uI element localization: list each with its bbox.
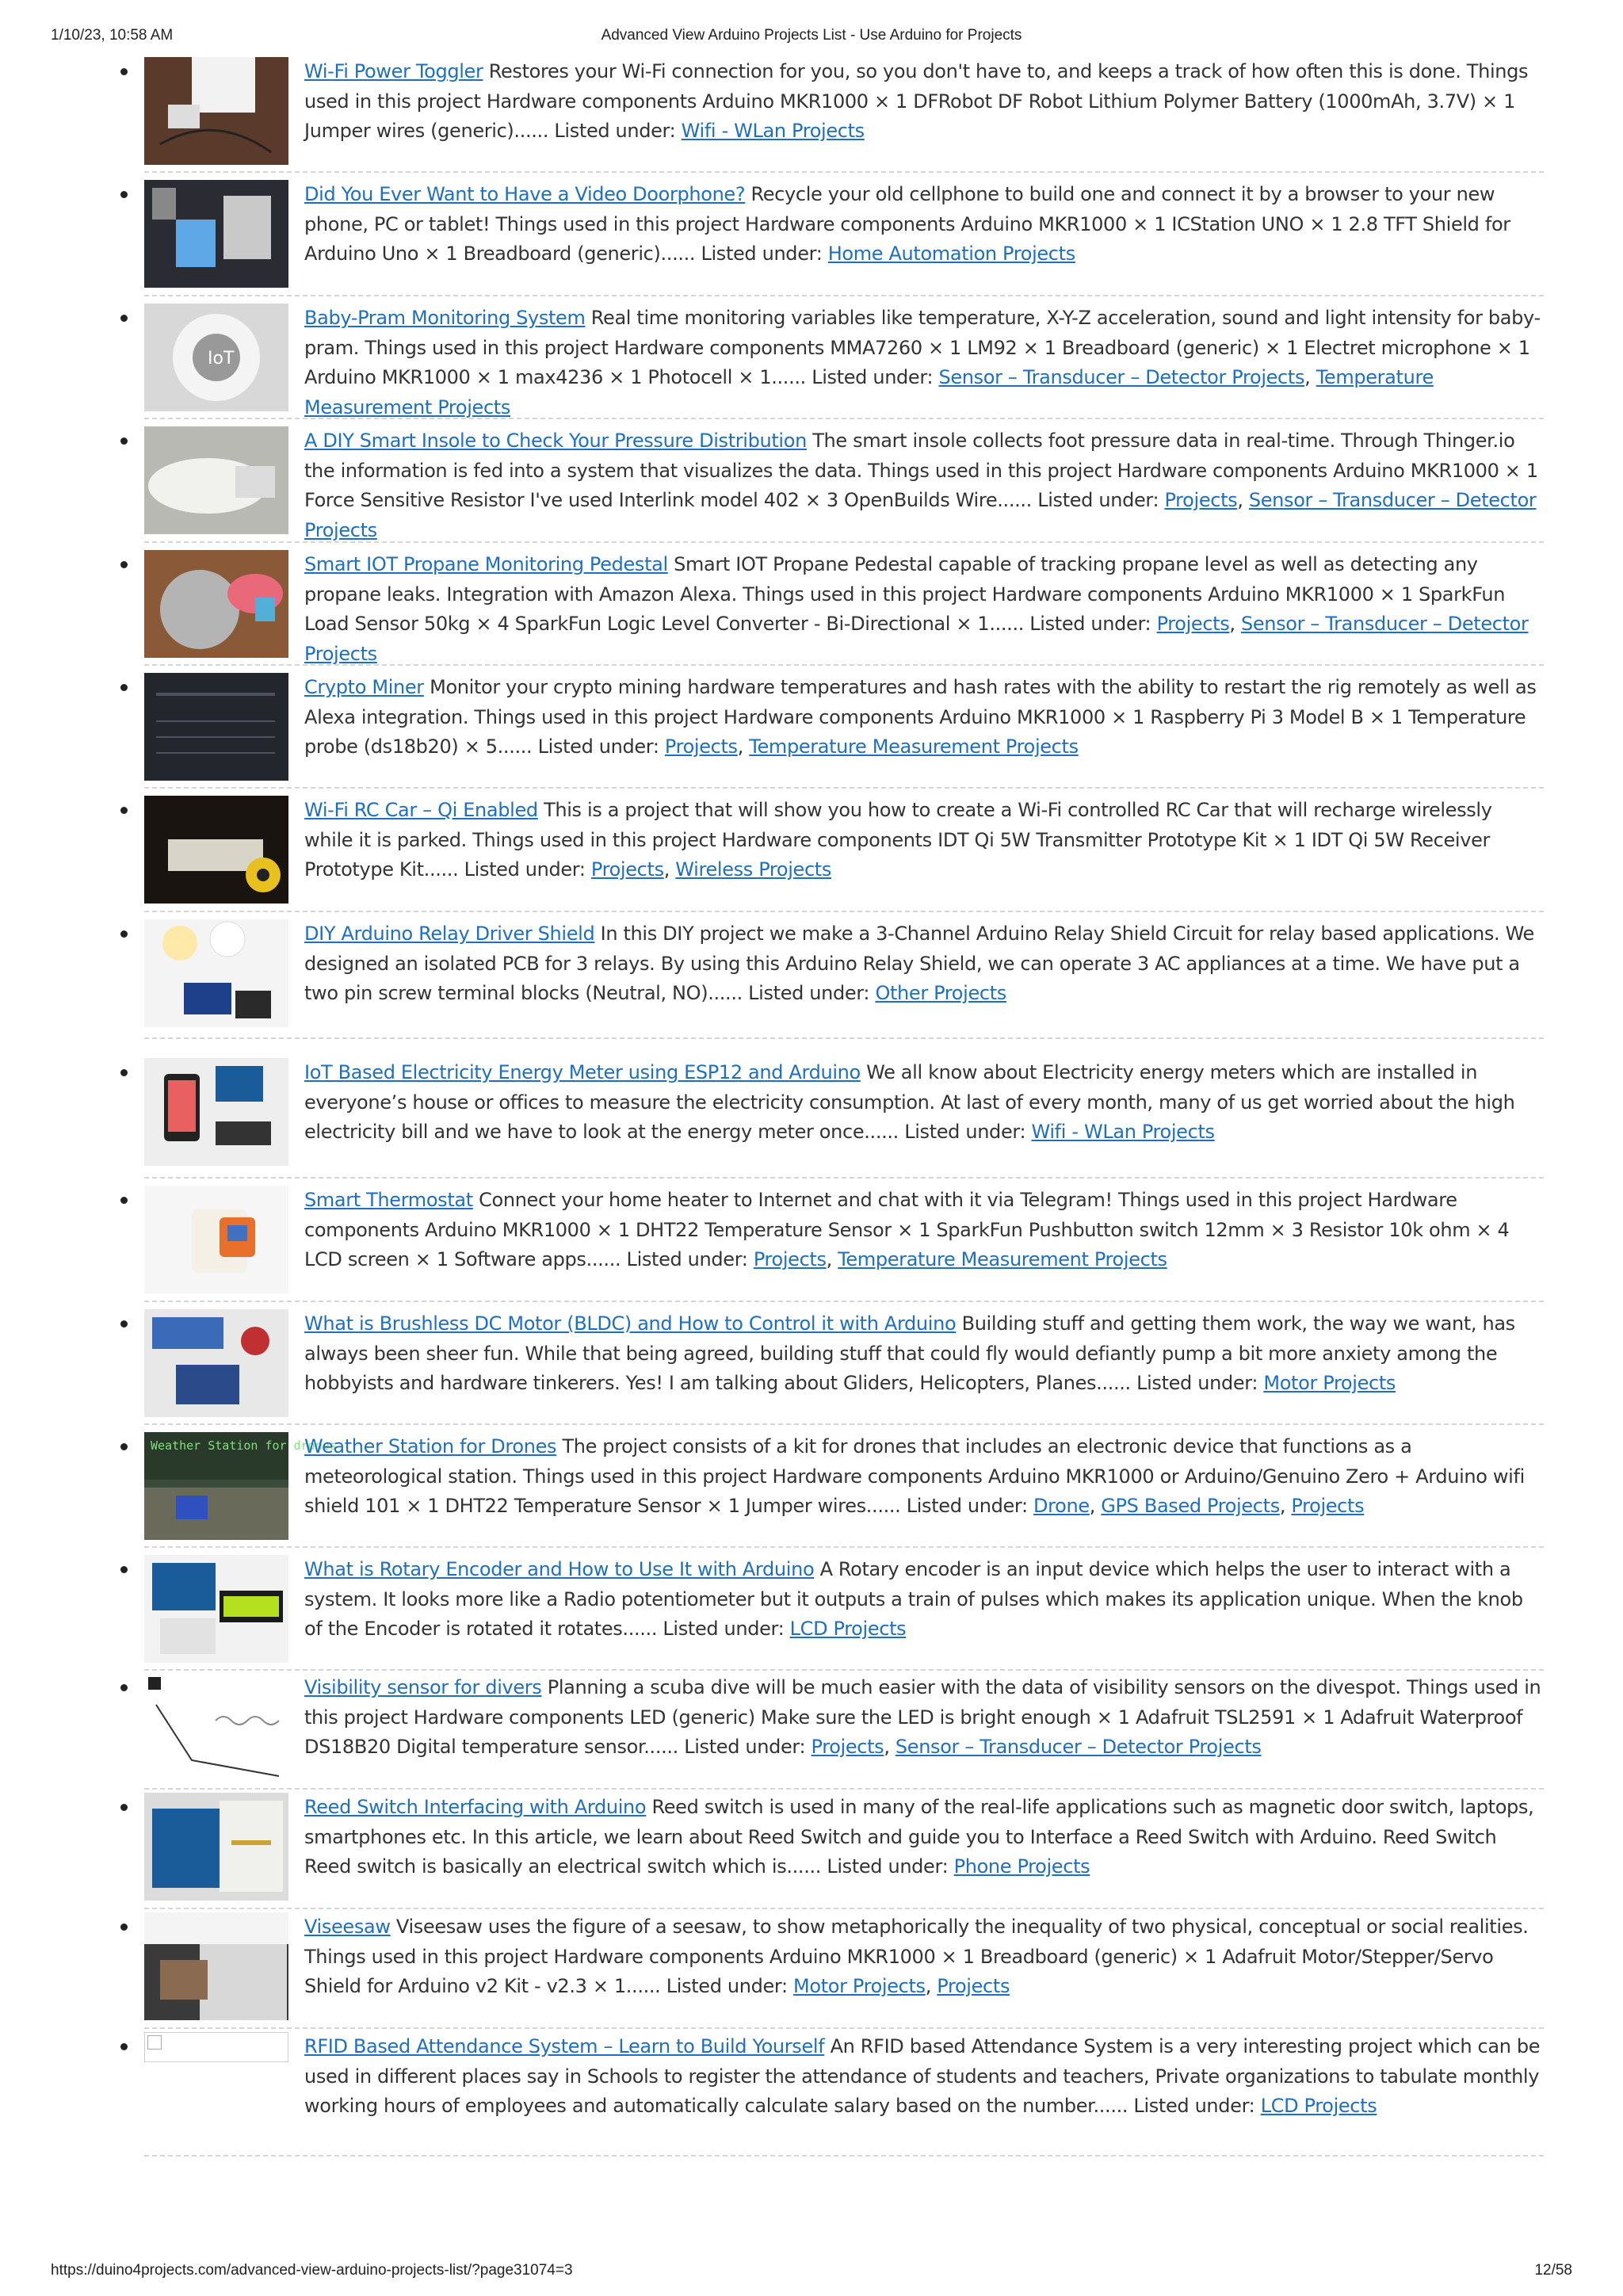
project-description: This is a project that will show you how to create a Wi-Fi controlled RC Car that will recharge wirelessly while it is parked. Things used in this project Hardware components IDT Qi 5W Transmitter Prototype Kit × 1 IDT Qi 5W Receiver Prototype Kit...... Listed under: [304, 799, 1492, 881]
project-entry-text [304, 919, 1544, 1009]
category-link[interactable]: Projects [1156, 613, 1230, 635]
project-title-link[interactable]: Visibility sensor for divers [304, 1676, 542, 1698]
project-entry-text: Wi-Fi RC Car – Qi Enabled This is a project that will show you how to create a Wi-Fi controlled RC Car that will recharge wirelessly while it is parked. Things used in this project Hardware components IDT Qi 5W Transmitter Prototype Kit × 1 IDT Qi 5W Receiver Prototype Kit...... Listed under: Projects, Wireless Projects [304, 799, 1492, 881]
project-entry-text: Visibility sensor for divers Planning a scuba dive will be much easier with the data of visibility sensors on the divespot. Things used in this project Hardware components LED (generic) Make sure the LED is bright enough × 1 Adafruit TSL2591 × 1 Adafruit Waterproof DS18B20 Digital temperature sensor...... Listed under: Projects, Sensor – Transducer – Detector Projects [304, 1676, 1541, 1758]
bullet-icon [120, 807, 128, 814]
item-divider [144, 1037, 1544, 1039]
bullet-icon [120, 2043, 128, 2050]
category-link[interactable]: Projects [753, 1248, 827, 1270]
project-entry-text [304, 57, 1544, 147]
project-description: Real time monitoring variables like temperature, X-Y-Z acceleration, sound and light intensity for baby-pram. Things used in this project Hardware components MMA7260 × 1 LM92 × 1 Breadboard (generic) × 1 Electret microphone × 1 Arduino MKR1000 × 1 max4236 × 1 Photocell × 1...... Listed under: [304, 307, 1541, 388]
bullet-icon [120, 684, 128, 691]
category-link[interactable]: Projects [664, 735, 738, 758]
bullet-icon [120, 561, 128, 568]
bullet-icon [120, 191, 128, 198]
project-title-link[interactable]: Did You Ever Want to Have a Video Doorphone? [304, 183, 746, 205]
category-link[interactable]: Motor Projects [793, 1975, 926, 1997]
svg-text:Weather Station for drones: Weather Station for drones [151, 1438, 337, 1453]
project-title-link[interactable]: RFID Based Attendance System – Learn to Build Yourself [304, 2035, 825, 2057]
project-thumbnail[interactable] [144, 1058, 288, 1166]
project-entry-text [304, 1058, 1544, 1148]
bullet-icon [120, 1443, 128, 1450]
bullet-icon [120, 1924, 128, 1931]
project-description: We all know about Electricity energy meters which are installed in everyone’s house or offices to measure the electricity consumption. At last of every month, many of us get worried about the high electricity bill and we have to look at the energy meter once...... Listed under: [304, 1061, 1515, 1143]
project-thumbnail[interactable] [144, 1186, 288, 1293]
item-divider [144, 2155, 1544, 2157]
project-title-link[interactable]: Smart IOT Propane Monitoring Pedestal [304, 553, 668, 575]
project-entry-text [304, 180, 1544, 269]
project-thumbnail[interactable] [144, 796, 288, 904]
project-entry-text: Viseesaw Viseesaw uses the figure of a seesaw, to show metaphorically the inequality of two physical, conceptual or social realities. Things used in this project Hardware components Arduino MKR1000 × 1 Breadboard (generic) × 1 Adafruit Motor/Stepper/Servo Shield for Arduino v2 Kit - v2.3 × 1...... Listed under: Motor Projects, Projects [304, 1916, 1529, 1997]
category-link[interactable]: Temperature Measurement Projects [304, 366, 1434, 418]
bullet-icon [120, 1069, 128, 1076]
project-thumbnail[interactable] [144, 673, 288, 781]
project-entry-text [304, 1309, 1544, 1399]
print-page-number: 12/58 [1534, 2262, 1572, 2279]
project-title-link[interactable]: Wi-Fi Power Toggler [304, 60, 483, 82]
category-link[interactable]: LCD Projects [1260, 2095, 1377, 2117]
print-url: https://duino4projects.com/advanced-view-arduino-projects-list/?page31074=3 [51, 2262, 573, 2279]
project-thumbnail[interactable] [144, 1555, 288, 1663]
category-link[interactable]: Temperature Measurement Projects [838, 1248, 1167, 1270]
print-page-title: Advanced View Arduino Projects List - Use Arduino for Projects [601, 27, 1022, 44]
project-entry-text: Smart Thermostat Connect your home heater to Internet and chat with it via Telegram! Things used in this project Hardware components Arduino MKR1000 × 1 DHT22 Temperature Sensor × 1 SparkFun Pushbutton switch 12mm × 3 Resistor 10k ohm × 4 LCD screen × 1 Software apps...... Listed under: Projects, Temperature Measurement Projects [304, 1189, 1510, 1270]
project-description: An RFID based Attendance System is a very interesting project which can be used in different places say in Schools to register the attendance of students and teachers, Private organizations to tabulate monthly working hours of employees and automatically calculate salary based on the number...... Listed under: [304, 2035, 1541, 2117]
project-thumbnail[interactable] [144, 2032, 288, 2062]
category-link[interactable]: Projects [1164, 489, 1238, 511]
project-title-link[interactable]: What is Rotary Encoder and How to Use It with Arduino [304, 1558, 815, 1580]
project-title-link[interactable]: Wi-Fi RC Car – Qi Enabled [304, 799, 538, 821]
project-thumbnail[interactable] [144, 57, 288, 165]
category-link[interactable]: Other Projects [875, 982, 1006, 1004]
project-thumbnail[interactable] [144, 304, 288, 411]
item-divider [144, 295, 1544, 296]
project-title-link[interactable]: What is Brushless DC Motor (BLDC) and How to Control it with Arduino [304, 1312, 957, 1335]
project-thumbnail[interactable] [144, 1793, 288, 1901]
item-divider [144, 787, 1544, 789]
project-entry-text: Baby-Pram Monitoring System Real time monitoring variables like temperature, X-Y-Z acceleration, sound and light intensity for baby-pram. Things used in this project Hardware components MMA7260 × 1 LM92 × 1 Breadboard (generic) × 1 Electret microphone × 1 Arduino MKR1000 × 1 max4236 × 1 Photocell × 1...... Listed under: Sensor – Transducer – Detector Projects, Temperature Measurement Projects [304, 307, 1541, 418]
project-title-link[interactable]: Reed Switch Interfacing with Arduino [304, 1796, 647, 1818]
project-title-link[interactable]: Viseesaw [304, 1916, 391, 1938]
item-divider [144, 1177, 1544, 1179]
project-title-link[interactable]: IoT Based Electricity Energy Meter using ESP12 and Arduino [304, 1061, 861, 1083]
project-entry-text: Smart IOT Propane Monitoring Pedestal Smart IOT Propane Pedestal capable of tracking propane level as well as detecting any propane leaks. Integration with Amazon Alexa. Things used in this project Hardware components Arduino MKR1000 × 1 SparkFun Load Sensor 50kg × 4 SparkFun Logic Level Converter - Bi-Directional × 1...... Listed under: Projects, Sensor – Transducer – Detector Projects [304, 553, 1529, 665]
category-link[interactable]: Wifi - WLan Projects [681, 120, 865, 142]
print-datetime: 1/10/23, 10:58 AM [51, 27, 174, 44]
svg-text:IoT: IoT [208, 349, 235, 369]
category-link[interactable]: Sensor – Transducer – Detector Projects [304, 613, 1529, 665]
category-link[interactable]: LCD Projects [789, 1618, 907, 1640]
category-link[interactable]: Temperature Measurement Projects [749, 735, 1079, 758]
item-divider [144, 171, 1544, 173]
project-title-link[interactable]: Baby-Pram Monitoring System [304, 307, 586, 329]
item-divider [144, 911, 1544, 912]
project-entry-text [304, 2032, 1544, 2122]
project-description: Restores your Wi-Fi connection for you, so you don't have to, and keeps a track of how often this is done. Things used in this project Hardware components Arduino MKR1000 × 1 DFRobot DF Robot Lithium Polymer Battery (1000mAh, 3.7V) × 1 Jumper wires (generic)...... Listed under: [304, 60, 1529, 142]
item-divider [144, 418, 1544, 419]
bullet-icon [120, 1566, 128, 1573]
category-link[interactable]: Projects [811, 1736, 884, 1758]
project-entry-text [304, 1793, 1544, 1882]
project-description: Viseesaw uses the figure of a seesaw, to show metaphorically the inequality of two physical, conceptual or social realities. Things used in this project Hardware components Arduino MKR1000 × 1 Breadboard (generic) × 1 Adafruit Motor/Stepper/Servo Shield for Arduino v2 Kit - v2.3 × 1...... Listed under: [304, 1916, 1529, 1997]
category-link[interactable]: Projects [1291, 1495, 1365, 1517]
category-link[interactable]: Sensor – Transducer – Detector Projects [895, 1736, 1262, 1758]
item-divider [144, 1423, 1544, 1425]
project-thumbnail[interactable] [144, 550, 288, 658]
project-description: Connect your home heater to Internet and chat with it via Telegram! Things used in this project Hardware components Arduino MKR1000 × 1 DHT22 Temperature Sensor × 1 SparkFun Pushbutton switch 12mm × 3 Resistor 10k ohm × 4 LCD screen × 1 Software apps...... Listed under: [304, 1189, 1510, 1270]
project-thumbnail[interactable] [144, 1912, 288, 2020]
project-description: Smart IOT Propane Pedestal capable of tracking propane level as well as detecting any propane leaks. Integration with Amazon Alexa. Things used in this project Hardware components Arduino MKR1000 × 1 SparkFun Load Sensor 50kg × 4 SparkFun Logic Level Converter - Bi-Directional × 1...... Listed under: [304, 553, 1506, 635]
bullet-icon [120, 1320, 128, 1328]
bullet-icon [120, 1684, 128, 1691]
category-link[interactable]: Projects [937, 1975, 1010, 1997]
item-divider [144, 1908, 1544, 1909]
bullet-icon [120, 930, 128, 938]
category-link[interactable]: Wifi - WLan Projects [1031, 1121, 1215, 1143]
item-divider [144, 1788, 1544, 1790]
item-divider [144, 664, 1544, 666]
category-link[interactable]: Phone Projects [953, 1855, 1090, 1878]
category-link[interactable]: Motor Projects [1263, 1372, 1396, 1394]
item-divider [144, 1301, 1544, 1302]
project-title-link[interactable]: Weather Station for Drones [304, 1435, 557, 1457]
project-description: Monitor your crypto mining hardware temperatures and hash rates with the ability to restart the rig remotely as well as Alexa integration. Things used in this project Hardware components Arduino MKR1000 × 1 Raspberry Pi 3 Model B × 1 Temperature probe (ds18b20) × 5...... Listed under: [304, 676, 1537, 758]
project-description: Planning a scuba dive will be much easier with the data of visibility sensors on the divespot. Things used in this project Hardware components LED (generic) Make sure the LED is bright enough × 1 Adafruit TSL2591 × 1 Adafruit Waterproof DS18B20 Digital temperature sensor...... Listed under: [304, 1676, 1541, 1758]
project-description: Reed switch is used in many of the real-life applications such as magnetic door switch, laptops, smartphones etc. In this article, we learn about Reed Switch and guide you to Interface a Reed Switch with Arduino. Reed Switch Reed switch is basically an electrical switch which is...... Listed under: [304, 1796, 1534, 1878]
bullet-icon [120, 68, 128, 75]
category-link[interactable]: Projects [590, 858, 664, 881]
category-link[interactable]: Wireless Projects [675, 858, 832, 881]
bullet-icon [120, 1804, 128, 1811]
category-link[interactable]: Sensor – Transducer – Detector Projects [304, 489, 1537, 541]
project-entry-text: A DIY Smart Insole to Check Your Pressure Distribution The smart insole collects foot pressure data in real-time. Through Thinger.io the information is fed into a system that visualizes the data. Things used in this project Hardware components Arduino MKR1000 × 1 Force Sensitive Resistor I've used Interlink model 402 × 3 OpenBuilds Wire...... Listed under: Projects, Sensor – Transducer – Detector Projects [304, 430, 1538, 541]
project-title-link[interactable]: A DIY Smart Insole to Check Your Pressure Distribution [304, 430, 807, 452]
category-link[interactable]: Drone [1033, 1495, 1090, 1517]
project-thumbnail[interactable] [144, 426, 288, 534]
project-thumbnail[interactable] [144, 1309, 288, 1417]
project-title-link[interactable]: DIY Arduino Relay Driver Shield [304, 923, 595, 945]
project-title-link[interactable]: Smart Thermostat [304, 1189, 473, 1211]
project-description: Building stuff and getting them work, the way we want, has always been sheer fun. While that being agreed, building stuff that could fly would defiantly pump a bit more anxiety among the hobbyists and hardware tinkerers. Yes! I am talking about Gliders, Helicopters, Planes...... Listed under: [304, 1312, 1515, 1394]
project-entry-text: Crypto Miner Monitor your crypto mining hardware temperatures and hash rates with the ability to restart the rig remotely as well as Alexa integration. Things used in this project Hardware components Arduino MKR1000 × 1 Raspberry Pi 3 Model B × 1 Temperature probe (ds18b20) × 5...... Listed under: Projects, Temperature Measurement Projects [304, 676, 1537, 758]
project-thumbnail[interactable] [144, 1673, 288, 1781]
category-link[interactable]: Sensor – Transducer – Detector Projects [938, 366, 1305, 388]
project-description: The project consists of a kit for drones that includes an electronic device that functions as a meteorological station. Things used in this project Hardware components Arduino MKR1000 or Arduino/Genuino Zero + Arduino wifi shield 101 × 1 DHT22 Temperature Sensor × 1 Jumper wires...... Listed under: [304, 1435, 1525, 1517]
project-entry-text: Weather Station for Drones The project consists of a kit for drones that includes an electronic device that functions as a meteorological station. Things used in this project Hardware components Arduino MKR1000 or Arduino/Genuino Zero + Arduino wifi shield 101 × 1 DHT22 Temperature Sensor × 1 Jumper wires...... Listed under: Drone, GPS Based Projects, Projects [304, 1435, 1525, 1517]
print-footer [0, 2262, 1623, 2284]
project-title-link[interactable]: Crypto Miner [304, 676, 424, 698]
project-description: A Rotary encoder is an input device which helps the user to interact with a system. It looks more like a Radio potentiometer but it outputs a train of pulses which makes its application unique. When the knob of the Encoder is rotated it rotates...... Listed under: [304, 1558, 1523, 1640]
project-entry-text [304, 1555, 1544, 1645]
project-thumbnail[interactable] [144, 180, 288, 288]
project-description: Recycle your old cellphone to build one and connect it by a browser to your new phone, PC or tablet! Things used in this project Hardware components Arduino MKR1000 × 1 ICStation UNO × 1 2.8 TFT Shield for Arduino Uno × 1 Breadboard (generic)...... Listed under: [304, 183, 1510, 265]
project-description: The smart insole collects foot pressure data in real-time. Through Thinger.io the information is fed into a system that visualizes the data. Things used in this project Hardware components Arduino MKR1000 × 1 Force Sensitive Resistor I've used Interlink model 402 × 3 OpenBuilds Wire...... Listed under: [304, 430, 1538, 511]
project-description: In this DIY project we make a 3-Channel Arduino Relay Shield Circuit for relay based applications. We designed an isolated PCB for 3 relays. By using this Arduino Relay Shield, we can operate 3 AC appliances at a time. We have put a two pin screw terminal blocks (Neutral, NO)...... Listed under: [304, 923, 1534, 1004]
item-divider [144, 541, 1544, 543]
item-divider [144, 1546, 1544, 1548]
print-header [0, 27, 1623, 49]
category-link[interactable]: GPS Based Projects [1101, 1495, 1280, 1517]
bullet-icon [120, 1197, 128, 1204]
item-divider [144, 1669, 1544, 1671]
category-link[interactable]: Home Automation Projects [827, 243, 1075, 265]
bullet-icon [120, 315, 128, 322]
bullet-icon [120, 437, 128, 445]
project-thumbnail[interactable] [144, 919, 288, 1027]
broken-image-icon [147, 2035, 162, 2050]
project-thumbnail[interactable] [144, 1432, 337, 1540]
item-divider [144, 2027, 1544, 2029]
